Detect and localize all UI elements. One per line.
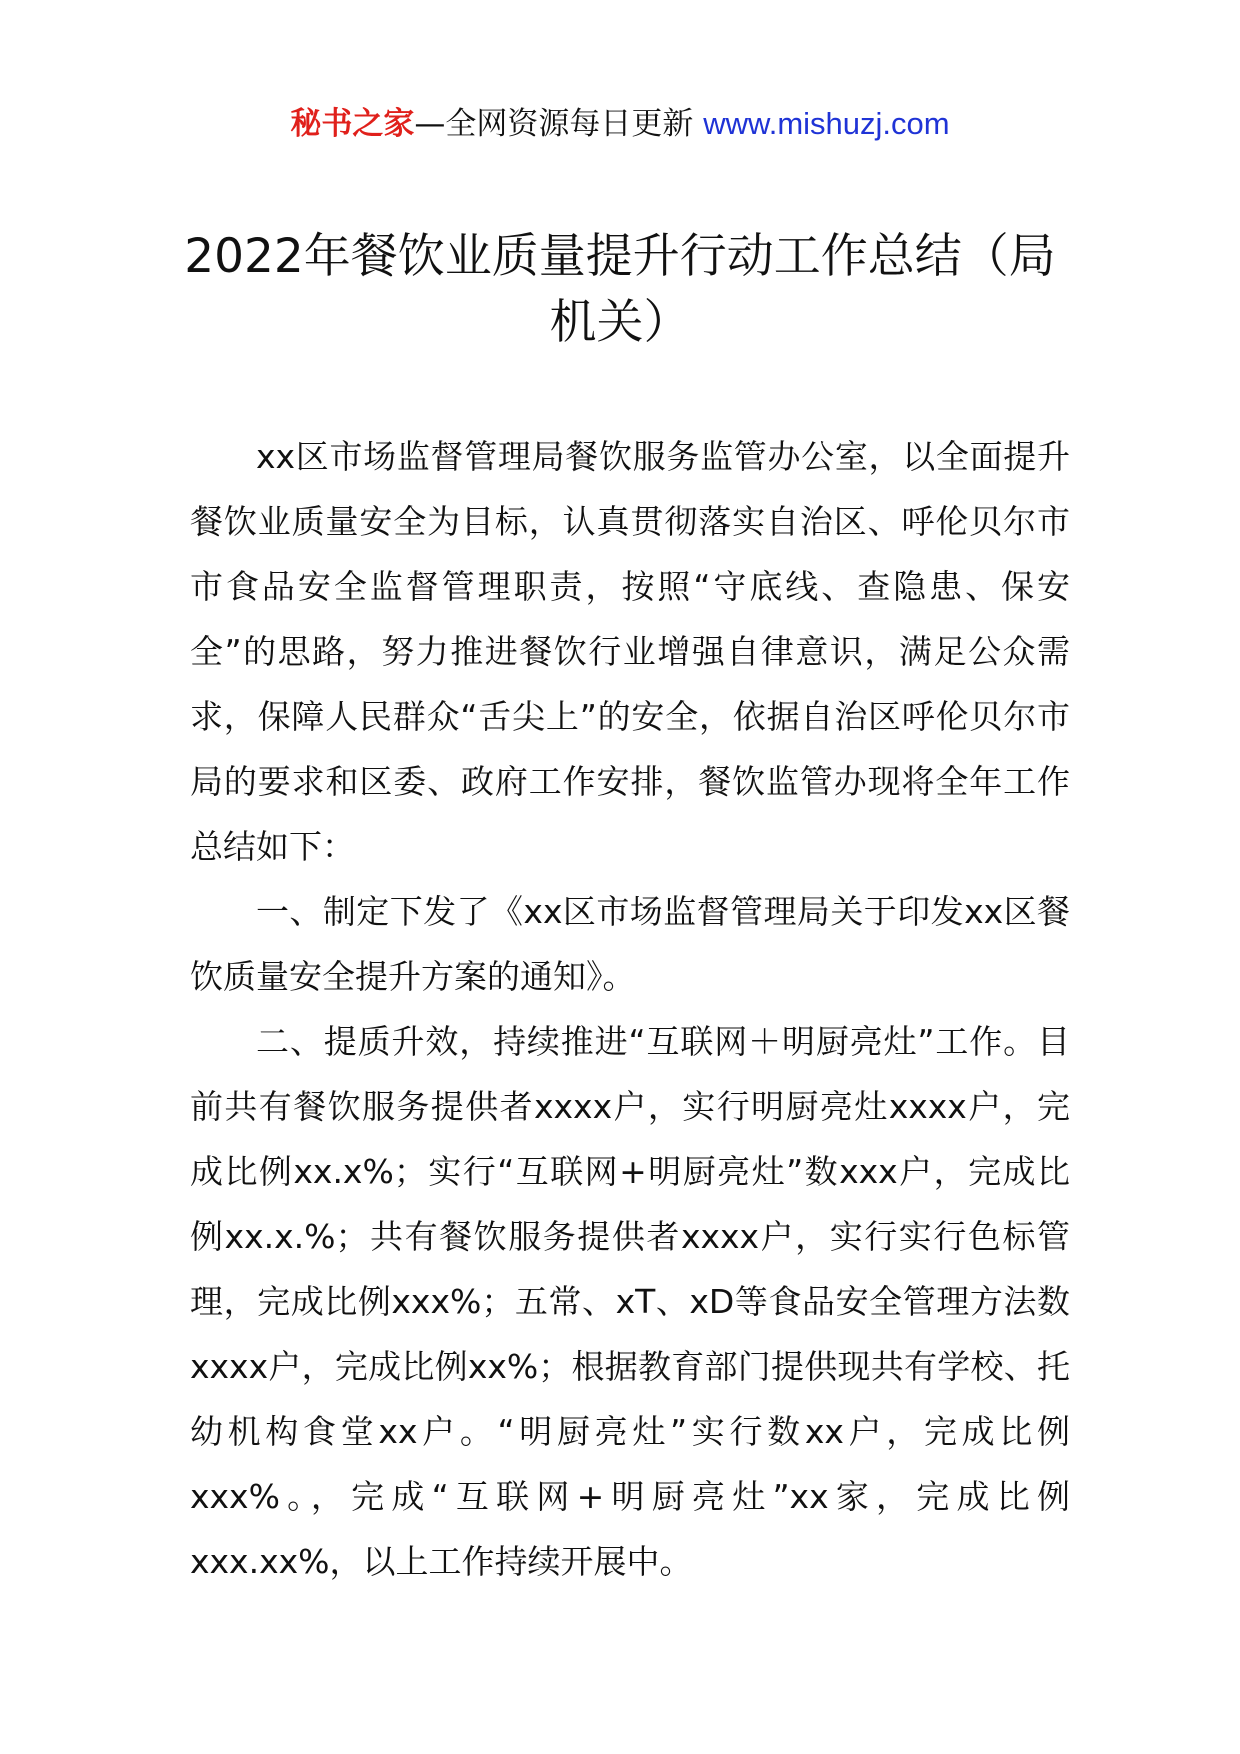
section-two-paragraph: 二、提质升效，持续推进“互联网＋明厨亮灶”工作。目前共有餐饮服务提供者xxxx户，实行明厨亮灶xxxx户，完成比例xx.x%；实行“互联网+明厨亮灶”数xxx户，完成比例xx.x.%；共有餐饮服务提供者xxxx户，实行实行色标管理，完成比例xxx%；五常、xT、xD等食品安全管理方法数xxxx户，完成比例xx%；根据教育部门提供现共有学校、托幼机构食堂xx户。“明厨亮灶”实行数xx户，完成比例xxx%。，完成“互联网+明厨亮灶”xx家，完成比例xxx.xx%，以上工作持续开展中。 bbox=[190, 1022, 1070, 1581]
section-one-paragraph: 一、制定下发了《xx区市场监督管理局关于印发xx区餐饮质量安全提升方案的通知》。 bbox=[190, 892, 1070, 996]
site-url-link[interactable]: www.mishuzj.com bbox=[703, 106, 950, 141]
document-title-line-1: 2022年餐饮业质量提升行动工作总结（局 bbox=[184, 229, 1056, 284]
site-header bbox=[0, 102, 1240, 146]
brand-name: 秘书之家 bbox=[290, 106, 415, 142]
header-tagline: —全网资源每日更新 bbox=[414, 106, 694, 142]
intro-paragraph: xx区市场监督管理局餐饮服务监管办公室，以全面提升餐饮业质量安全为目标，认真贯彻落实自治区、呼伦贝尔市市食品安全监督管理职责，按照“守底线、查隐患、保安全”的思路，努力推进餐饮行业增强自律意识，满足公众需求，保障人民群众“舌尖上”的安全，依据自治区呼伦贝尔市局的要求和区委、政府工作安排，餐饮监管办现将全年工作总结如下： bbox=[190, 437, 1070, 866]
document-title-line-2: 机关） bbox=[549, 295, 691, 350]
document-title bbox=[150, 224, 1090, 356]
document-body bbox=[190, 424, 1070, 1594]
